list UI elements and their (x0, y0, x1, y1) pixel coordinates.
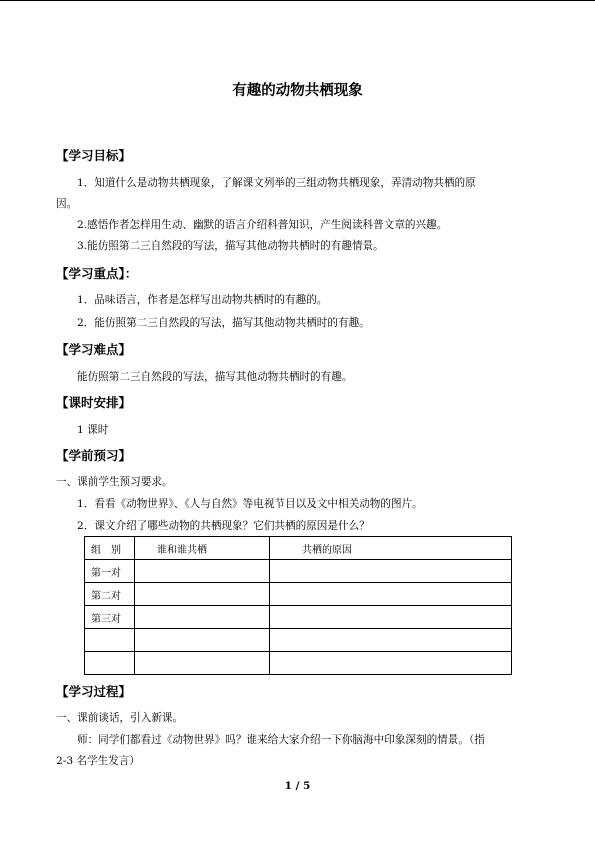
table-cell (270, 583, 512, 606)
process-intro: 一、课前谈话，引入新课。 (56, 712, 184, 724)
process-paragraph-cont: 2-3 名学生发言） (56, 755, 140, 767)
table-cell (270, 652, 512, 675)
page-number: 1 / 5 (284, 780, 311, 792)
table-cell (135, 583, 270, 606)
table-cell (270, 629, 512, 652)
preview-table (84, 536, 512, 675)
table-row (85, 583, 512, 606)
table-header-cell: 组 别 (85, 537, 135, 560)
table-row (85, 629, 512, 652)
key-point-item-2: 2．能仿照第二三自然段的写法，描写其他动物共栖时的有趣。 (77, 317, 370, 329)
table-cell: 第三对 (85, 606, 135, 629)
table-cell (135, 652, 270, 675)
table-header-row (85, 537, 512, 560)
top-rule (0, 0, 595, 1)
preview-intro: 一、课前学生预习要求。 (56, 476, 173, 488)
preview-heading: 【学前预习】 (56, 448, 132, 463)
objective-item-2: 2.感悟作者怎样用生动、幽默的语言介绍科普知识，产生阅读科普文章的兴趣。 (77, 219, 448, 231)
table-cell (85, 652, 135, 675)
key-points-heading: 【学习重点】： (56, 266, 138, 281)
difficulties-heading: 【学习难点】 (56, 342, 132, 357)
objective-item-3: 3.能仿照第二三自然段的写法，描写其他动物共栖时的有趣情景。 (77, 240, 384, 252)
schedule-item-1: 1 课时 (77, 424, 109, 436)
table-cell (270, 606, 512, 629)
schedule-heading: 【课时安排】 (56, 395, 132, 410)
difficulty-item-1: 能仿照第二三自然段的写法，描写其他动物共栖时的有趣。 (77, 371, 353, 383)
preview-item-2: 2．课文介绍了哪些动物的共栖现象？它们共栖的原因是什么？ (77, 520, 370, 532)
table-cell (135, 560, 270, 583)
table-row (85, 652, 512, 675)
page-title: 有趣的动物共栖现象 (232, 83, 363, 99)
objective-item-1-cont: 因。 (56, 198, 78, 210)
table-header-cell: 谁和谁共栖 (135, 537, 270, 560)
table-cell: 第二对 (85, 583, 135, 606)
objective-item-1: 1．知道什么是动物共栖现象，了解课文列举的三组动物共栖现象，弄清动物共栖的原 (77, 177, 476, 189)
table-header-cell: 共栖的原因 (270, 537, 512, 560)
table-cell (135, 606, 270, 629)
table-row (85, 606, 512, 629)
table-cell (270, 560, 512, 583)
table-cell (135, 629, 270, 652)
table-cell (85, 629, 135, 652)
process-paragraph: 师：同学们都看过《动物世界》吗？谁来给大家介绍一下你脑海中印象深刻的情景。（指 (77, 734, 485, 746)
key-point-item-1: 1．品味语言，作者是怎样写出动物共栖时的有趣的。 (77, 294, 328, 306)
preview-item-1: 1．看看《动物世界》、《人与自然》等电视节目以及文中相关动物的图片。 (77, 498, 423, 510)
objectives-heading: 【学习目标】 (56, 148, 132, 163)
table-cell: 第一对 (85, 560, 135, 583)
table-row (85, 560, 512, 583)
process-heading: 【学习过程】 (56, 684, 132, 699)
